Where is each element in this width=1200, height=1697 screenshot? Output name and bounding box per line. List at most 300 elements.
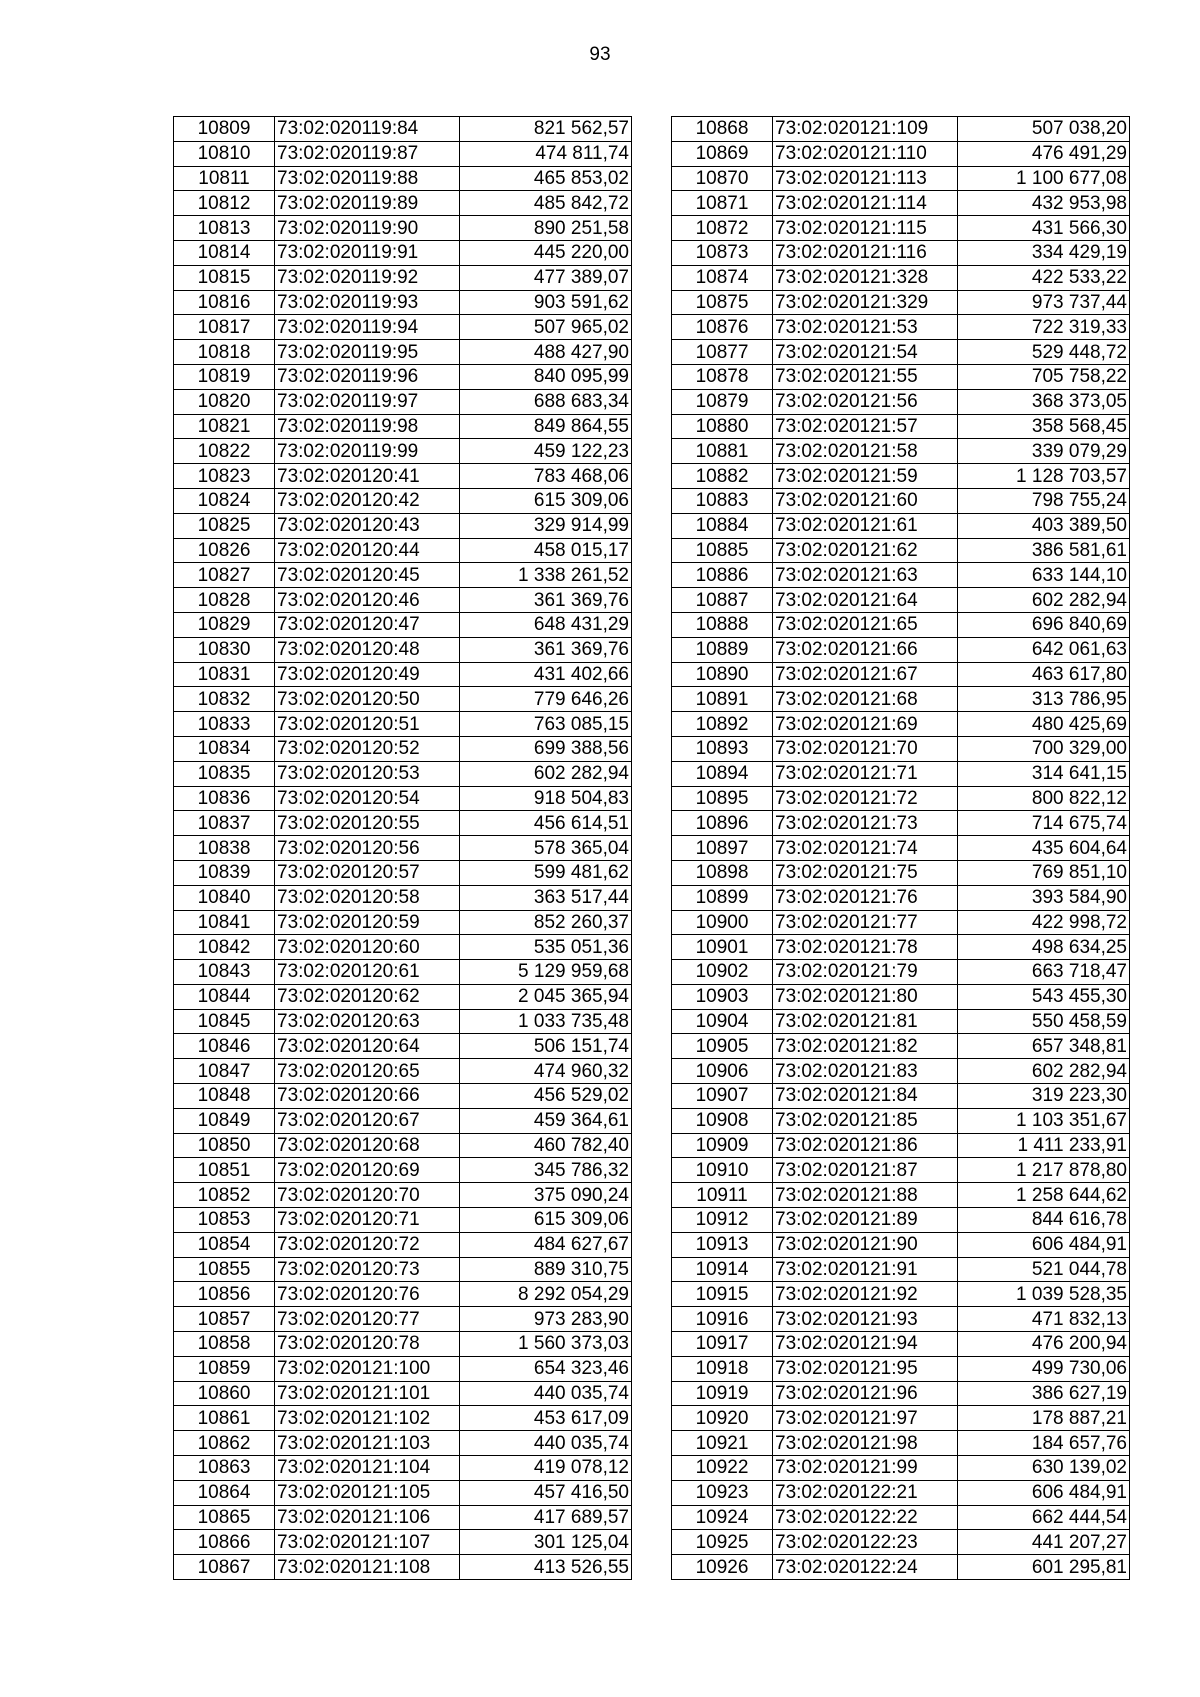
cadastral-number-cell: 73:02:020120:52 [275,736,460,761]
table-row [672,1406,1130,1431]
row-number-cell: 10906 [672,1059,773,1084]
row-number-cell: 10827 [174,563,275,588]
cadastral-number-cell: 73:02:020121:72 [773,786,958,811]
left-table [173,116,632,1580]
cadastral-number-cell: 73:02:020119:99 [275,439,460,464]
cadastral-number-cell: 73:02:020120:70 [275,1183,460,1208]
table-row [672,1257,1130,1282]
value-cell: 474 960,32 [460,1059,632,1084]
cadastral-number-cell: 73:02:020119:91 [275,240,460,265]
cadastral-number-cell: 73:02:020120:63 [275,1009,460,1034]
row-number-cell: 10857 [174,1307,275,1332]
value-cell: 386 581,61 [958,538,1130,563]
row-number-cell: 10825 [174,513,275,538]
row-number-cell: 10903 [672,984,773,1009]
value-cell: 458 015,17 [460,538,632,563]
value-cell: 476 200,94 [958,1332,1130,1357]
table-row [174,761,632,786]
cadastral-number-cell: 73:02:020119:96 [275,364,460,389]
cadastral-number-cell: 73:02:020122:23 [773,1530,958,1555]
table-row [174,712,632,737]
table-row [672,885,1130,910]
cadastral-number-cell: 73:02:020121:116 [773,240,958,265]
row-number-cell: 10820 [174,389,275,414]
value-cell: 1 258 644,62 [958,1183,1130,1208]
table-row [174,588,632,613]
row-number-cell: 10828 [174,588,275,613]
cadastral-number-cell: 73:02:020121:97 [773,1406,958,1431]
value-cell: 431 402,66 [460,662,632,687]
row-number-cell: 10832 [174,687,275,712]
table-row [174,538,632,563]
row-number-cell: 10911 [672,1183,773,1208]
cadastral-number-cell: 73:02:020121:60 [773,488,958,513]
table-row [672,1307,1130,1332]
cadastral-number-cell: 73:02:020121:59 [773,464,958,489]
cadastral-number-cell: 73:02:020121:62 [773,538,958,563]
table-row [672,612,1130,637]
cadastral-number-cell: 73:02:020121:58 [773,439,958,464]
row-number-cell: 10902 [672,960,773,985]
value-cell: 358 568,45 [958,414,1130,439]
value-cell: 973 737,44 [958,290,1130,315]
cadastral-number-cell: 73:02:020121:99 [773,1456,958,1481]
row-number-cell: 10841 [174,910,275,935]
table-row [672,1282,1130,1307]
value-cell: 431 566,30 [958,216,1130,241]
table-row [672,538,1130,563]
row-number-cell: 10853 [174,1208,275,1233]
row-number-cell: 10831 [174,662,275,687]
row-number-cell: 10878 [672,364,773,389]
row-number-cell: 10868 [672,117,773,142]
value-cell: 648 431,29 [460,612,632,637]
value-cell: 375 090,24 [460,1183,632,1208]
value-cell: 457 416,50 [460,1480,632,1505]
value-cell: 578 365,04 [460,836,632,861]
cadastral-number-cell: 73:02:020120:43 [275,513,460,538]
cadastral-number-cell: 73:02:020121:75 [773,860,958,885]
cadastral-number-cell: 73:02:020121:114 [773,191,958,216]
value-cell: 413 526,55 [460,1555,632,1580]
cadastral-number-cell: 73:02:020121:92 [773,1282,958,1307]
table-row [672,240,1130,265]
table-row [672,984,1130,1009]
cadastral-number-cell: 73:02:020121:67 [773,662,958,687]
value-cell: 688 683,34 [460,389,632,414]
value-cell: 488 427,90 [460,340,632,365]
row-number-cell: 10812 [174,191,275,216]
table-row [672,265,1130,290]
table-row [672,364,1130,389]
table-row [672,464,1130,489]
row-number-cell: 10895 [672,786,773,811]
table-row [174,1133,632,1158]
row-number-cell: 10851 [174,1158,275,1183]
row-number-cell: 10898 [672,860,773,885]
table-row [174,389,632,414]
row-number-cell: 10884 [672,513,773,538]
row-number-cell: 10888 [672,612,773,637]
table-row [174,1084,632,1109]
cadastral-number-cell: 73:02:020122:22 [773,1505,958,1530]
cadastral-number-cell: 73:02:020121:70 [773,736,958,761]
table-row [174,1456,632,1481]
page-number: 93 [589,44,611,65]
cadastral-number-cell: 73:02:020120:50 [275,687,460,712]
value-cell: 460 782,40 [460,1133,632,1158]
table-row [672,736,1130,761]
value-cell: 477 389,07 [460,265,632,290]
value-cell: 456 529,02 [460,1084,632,1109]
cadastral-number-cell: 73:02:020121:69 [773,712,958,737]
table-row [672,439,1130,464]
value-cell: 480 425,69 [958,712,1130,737]
row-number-cell: 10907 [672,1084,773,1109]
cadastral-number-cell: 73:02:020121:329 [773,290,958,315]
cadastral-number-cell: 73:02:020120:41 [275,464,460,489]
value-cell: 498 634,25 [958,935,1130,960]
cadastral-number-cell: 73:02:020119:84 [275,117,460,142]
right-table-body [672,117,1130,1580]
cadastral-number-cell: 73:02:020121:68 [773,687,958,712]
value-cell: 419 078,12 [460,1456,632,1481]
row-number-cell: 10900 [672,910,773,935]
table-row [174,836,632,861]
value-cell: 699 388,56 [460,736,632,761]
row-number-cell: 10821 [174,414,275,439]
cadastral-number-cell: 73:02:020121:109 [773,117,958,142]
cadastral-number-cell: 73:02:020120:71 [275,1208,460,1233]
table-row [174,364,632,389]
row-number-cell: 10924 [672,1505,773,1530]
cadastral-number-cell: 73:02:020121:77 [773,910,958,935]
right-table [671,116,1130,1580]
table-row [174,1208,632,1233]
value-cell: 798 755,24 [958,488,1130,513]
row-number-cell: 10838 [174,836,275,861]
value-cell: 602 282,94 [958,588,1130,613]
cadastral-number-cell: 73:02:020121:87 [773,1158,958,1183]
row-number-cell: 10854 [174,1232,275,1257]
value-cell: 361 369,76 [460,637,632,662]
table-row [174,960,632,985]
row-number-cell: 10874 [672,265,773,290]
value-cell: 606 484,91 [958,1480,1130,1505]
cadastral-number-cell: 73:02:020121:328 [773,265,958,290]
value-cell: 783 468,06 [460,464,632,489]
value-cell: 507 965,02 [460,315,632,340]
value-cell: 301 125,04 [460,1530,632,1555]
table-row [174,216,632,241]
table-row [174,290,632,315]
value-cell: 529 448,72 [958,340,1130,365]
cadastral-number-cell: 73:02:020121:86 [773,1133,958,1158]
table-row [672,712,1130,737]
table-row [174,117,632,142]
row-number-cell: 10877 [672,340,773,365]
cadastral-number-cell: 73:02:020120:46 [275,588,460,613]
value-cell: 422 998,72 [958,910,1130,935]
value-cell: 1 128 703,57 [958,464,1130,489]
table-row [672,1456,1130,1481]
value-cell: 456 614,51 [460,811,632,836]
row-number-cell: 10844 [174,984,275,1009]
table-row [174,414,632,439]
value-cell: 615 309,06 [460,488,632,513]
row-number-cell: 10909 [672,1133,773,1158]
cadastral-number-cell: 73:02:020122:24 [773,1555,958,1580]
value-cell: 459 122,23 [460,439,632,464]
value-cell: 779 646,26 [460,687,632,712]
row-number-cell: 10901 [672,935,773,960]
cadastral-number-cell: 73:02:020119:93 [275,290,460,315]
cadastral-number-cell: 73:02:020121:80 [773,984,958,1009]
table-row [672,1381,1130,1406]
value-cell: 339 079,29 [958,439,1130,464]
table-row [672,1084,1130,1109]
cadastral-number-cell: 73:02:020121:106 [275,1505,460,1530]
table-row [174,637,632,662]
table-row [672,488,1130,513]
value-cell: 918 504,83 [460,786,632,811]
cadastral-number-cell: 73:02:020120:68 [275,1133,460,1158]
table-row [174,1332,632,1357]
cadastral-number-cell: 73:02:020121:83 [773,1059,958,1084]
value-cell: 441 207,27 [958,1530,1130,1555]
cadastral-number-cell: 73:02:020121:79 [773,960,958,985]
cadastral-number-cell: 73:02:020121:101 [275,1381,460,1406]
table-row [174,786,632,811]
value-cell: 602 282,94 [958,1059,1130,1084]
cadastral-number-cell: 73:02:020121:73 [773,811,958,836]
row-number-cell: 10894 [672,761,773,786]
table-row [174,811,632,836]
value-cell: 642 061,63 [958,637,1130,662]
value-cell: 714 675,74 [958,811,1130,836]
value-cell: 889 310,75 [460,1257,632,1282]
cadastral-number-cell: 73:02:020121:98 [773,1431,958,1456]
cadastral-number-cell: 73:02:020119:98 [275,414,460,439]
cadastral-number-cell: 73:02:020120:45 [275,563,460,588]
row-number-cell: 10850 [174,1133,275,1158]
value-cell: 8 292 054,29 [460,1282,632,1307]
cadastral-number-cell: 73:02:020121:113 [773,166,958,191]
value-cell: 361 369,76 [460,588,632,613]
value-cell: 840 095,99 [460,364,632,389]
cadastral-number-cell: 73:02:020120:44 [275,538,460,563]
value-cell: 543 455,30 [958,984,1130,1009]
value-cell: 602 282,94 [460,761,632,786]
cadastral-number-cell: 73:02:020120:53 [275,761,460,786]
cadastral-number-cell: 73:02:020120:48 [275,637,460,662]
value-cell: 633 144,10 [958,563,1130,588]
table-row [672,1009,1130,1034]
table-row [672,761,1130,786]
row-number-cell: 10819 [174,364,275,389]
row-number-cell: 10913 [672,1232,773,1257]
row-number-cell: 10922 [672,1456,773,1481]
value-cell: 1 411 233,91 [958,1133,1130,1158]
value-cell: 484 627,67 [460,1232,632,1257]
cadastral-number-cell: 73:02:020121:91 [773,1257,958,1282]
cadastral-number-cell: 73:02:020121:56 [773,389,958,414]
value-cell: 1 338 261,52 [460,563,632,588]
row-number-cell: 10879 [672,389,773,414]
cadastral-number-cell: 73:02:020120:54 [275,786,460,811]
cadastral-number-cell: 73:02:020121:108 [275,1555,460,1580]
cadastral-number-cell: 73:02:020121:81 [773,1009,958,1034]
value-cell: 821 562,57 [460,117,632,142]
value-cell: 844 616,78 [958,1208,1130,1233]
table-row [672,389,1130,414]
row-number-cell: 10856 [174,1282,275,1307]
value-cell: 476 491,29 [958,141,1130,166]
table-row [174,439,632,464]
value-cell: 599 481,62 [460,860,632,885]
cadastral-number-cell: 73:02:020121:84 [773,1084,958,1109]
value-cell: 800 822,12 [958,786,1130,811]
value-cell: 550 458,59 [958,1009,1130,1034]
table-row [672,216,1130,241]
cadastral-number-cell: 73:02:020121:78 [773,935,958,960]
value-cell: 465 853,02 [460,166,632,191]
value-cell: 973 283,90 [460,1307,632,1332]
table-row [672,1059,1130,1084]
row-number-cell: 10823 [174,464,275,489]
value-cell: 662 444,54 [958,1505,1130,1530]
value-cell: 700 329,00 [958,736,1130,761]
value-cell: 852 260,37 [460,910,632,935]
value-cell: 1 033 735,48 [460,1009,632,1034]
row-number-cell: 10893 [672,736,773,761]
row-number-cell: 10845 [174,1009,275,1034]
row-number-cell: 10813 [174,216,275,241]
table-row [672,786,1130,811]
value-cell: 663 718,47 [958,960,1130,985]
table-row [672,935,1130,960]
table-row [672,1480,1130,1505]
table-row [672,414,1130,439]
table-row [174,1555,632,1580]
row-number-cell: 10890 [672,662,773,687]
value-cell: 329 914,99 [460,513,632,538]
value-cell: 1 039 528,35 [958,1282,1130,1307]
table-row [672,588,1130,613]
value-cell: 763 085,15 [460,712,632,737]
cadastral-number-cell: 73:02:020121:103 [275,1431,460,1456]
table-row [174,340,632,365]
table-row [174,1480,632,1505]
cadastral-number-cell: 73:02:020120:51 [275,712,460,737]
row-number-cell: 10852 [174,1183,275,1208]
row-number-cell: 10811 [174,166,275,191]
row-number-cell: 10864 [174,1480,275,1505]
table-row [672,1108,1130,1133]
row-number-cell: 10835 [174,761,275,786]
table-row [174,1232,632,1257]
cadastral-number-cell: 73:02:020121:82 [773,1034,958,1059]
row-number-cell: 10859 [174,1356,275,1381]
cadastral-number-cell: 73:02:020120:49 [275,662,460,687]
row-number-cell: 10921 [672,1431,773,1456]
value-cell: 368 373,05 [958,389,1130,414]
row-number-cell: 10910 [672,1158,773,1183]
row-number-cell: 10882 [672,464,773,489]
value-cell: 615 309,06 [460,1208,632,1233]
table-row [672,166,1130,191]
table-row [174,860,632,885]
table-row [174,1356,632,1381]
cadastral-number-cell: 73:02:020120:62 [275,984,460,1009]
row-number-cell: 10886 [672,563,773,588]
table-row [672,836,1130,861]
table-row [174,935,632,960]
cadastral-number-cell: 73:02:020119:92 [275,265,460,290]
row-number-cell: 10872 [672,216,773,241]
cadastral-number-cell: 73:02:020121:94 [773,1332,958,1357]
row-number-cell: 10867 [174,1555,275,1580]
table-row [672,1555,1130,1580]
table-row [672,290,1130,315]
cadastral-number-cell: 73:02:020120:56 [275,836,460,861]
cadastral-number-cell: 73:02:020119:88 [275,166,460,191]
cadastral-number-cell: 73:02:020121:89 [773,1208,958,1233]
table-row [672,1332,1130,1357]
table-row [174,1257,632,1282]
table-row [174,984,632,1009]
table-row [672,513,1130,538]
row-number-cell: 10870 [672,166,773,191]
row-number-cell: 10836 [174,786,275,811]
table-row [174,1183,632,1208]
table-row [174,488,632,513]
value-cell: 435 604,64 [958,836,1130,861]
cadastral-number-cell: 73:02:020120:65 [275,1059,460,1084]
cadastral-number-cell: 73:02:020120:47 [275,612,460,637]
cadastral-number-cell: 73:02:020122:21 [773,1480,958,1505]
table-row [174,141,632,166]
table-row [174,240,632,265]
table-row [174,1034,632,1059]
value-cell: 313 786,95 [958,687,1130,712]
value-cell: 696 840,69 [958,612,1130,637]
value-cell: 453 617,09 [460,1406,632,1431]
cadastral-number-cell: 73:02:020121:90 [773,1232,958,1257]
row-number-cell: 10881 [672,439,773,464]
row-number-cell: 10915 [672,1282,773,1307]
table-row [174,1059,632,1084]
table-row [672,910,1130,935]
value-cell: 5 129 959,68 [460,960,632,985]
table-row [174,612,632,637]
value-cell: 463 617,80 [958,662,1130,687]
table-row [672,563,1130,588]
table-row [672,1431,1130,1456]
table-row [174,1505,632,1530]
cadastral-number-cell: 73:02:020120:60 [275,935,460,960]
row-number-cell: 10858 [174,1332,275,1357]
row-number-cell: 10923 [672,1480,773,1505]
row-number-cell: 10862 [174,1431,275,1456]
table-row [174,885,632,910]
table-row [174,464,632,489]
row-number-cell: 10839 [174,860,275,885]
row-number-cell: 10880 [672,414,773,439]
value-cell: 471 832,13 [958,1307,1130,1332]
value-cell: 440 035,74 [460,1431,632,1456]
value-cell: 403 389,50 [958,513,1130,538]
